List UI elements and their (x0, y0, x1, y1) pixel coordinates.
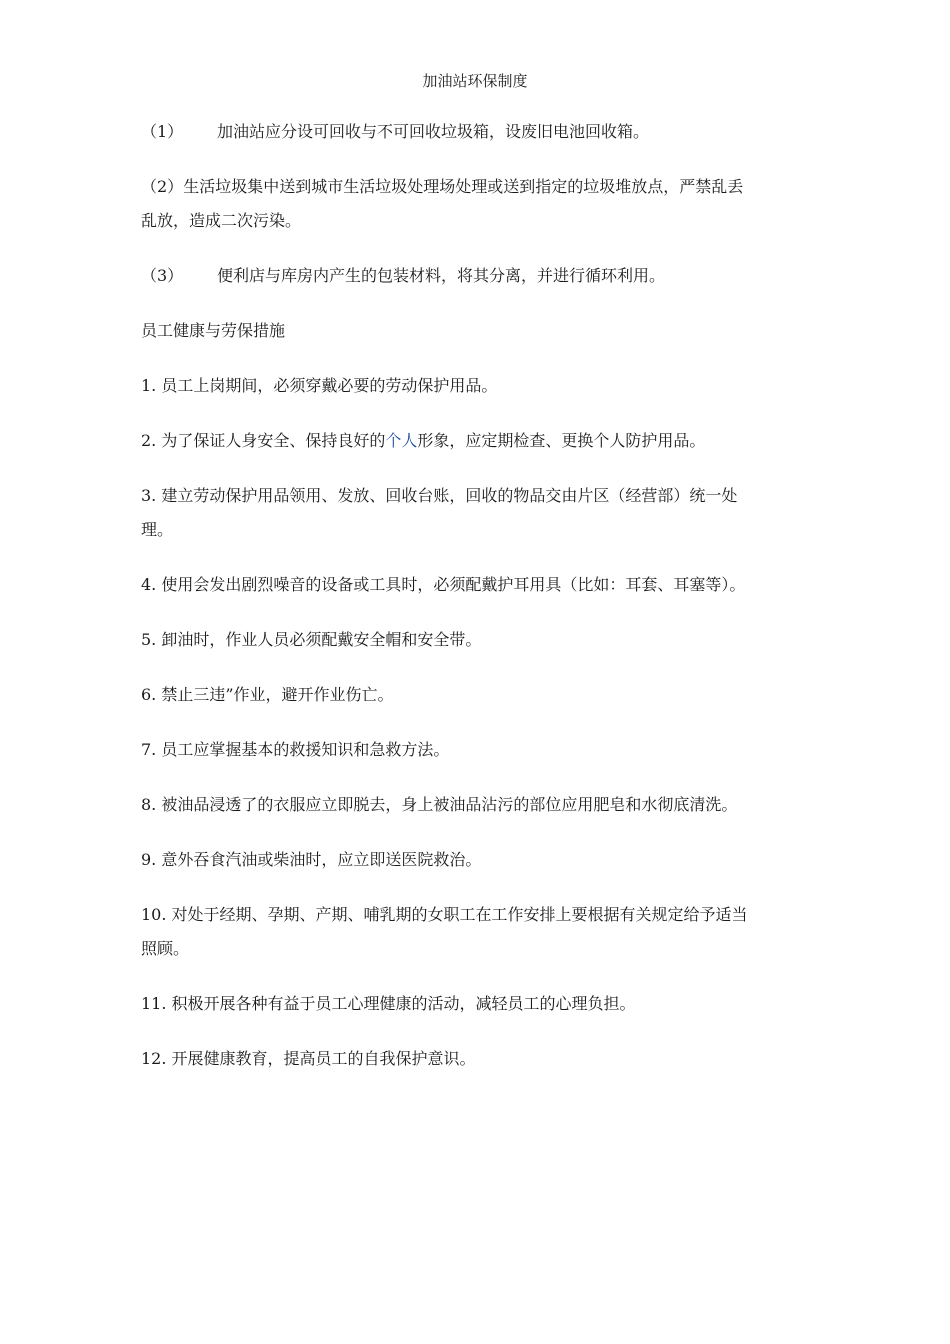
list-item-7 (141, 733, 751, 767)
list-item-4 (141, 568, 751, 602)
item-text-before: 为了保证人身安全、保持良好的 (161, 431, 386, 450)
item-text: 员工上岗期间，必须穿戴必要的劳动保护用品。 (161, 376, 498, 395)
item-number: 4. (141, 575, 157, 594)
paragraph-number: （1） (141, 122, 184, 141)
paragraph-2 (141, 170, 751, 238)
list-item-5 (141, 623, 751, 657)
paragraph-number: （3） (141, 266, 184, 285)
item-text: 开展健康教育，提高员工的自我保护意识。 (171, 1049, 476, 1068)
item-number: 1. (141, 376, 157, 395)
item-text: 被油品浸透了的衣服应立即脱去，身上被油品沾污的部位应用肥皂和水彻底清洗。 (161, 795, 738, 814)
item-text: 建立劳动保护用品领用、发放、回收台账，回收的物品交由片区（经营部）统一处理。 (141, 486, 738, 539)
item-text: 意外吞食汽油或柴油时，应立即送医院救治。 (161, 850, 482, 869)
item-text: 使用会发出剧烈噪音的设备或工具时，必须配戴护耳用具（比如：耳套、耳塞等）。 (161, 575, 746, 594)
item-number: 10. (141, 905, 167, 924)
list-item-12 (141, 1042, 751, 1076)
item-number: 9. (141, 850, 157, 869)
item-number: 12. (141, 1049, 167, 1068)
paragraph-3 (141, 259, 751, 293)
item-number: 2. (141, 431, 157, 450)
personal-link[interactable]: 个人 (385, 431, 418, 450)
list-item-6 (141, 678, 751, 712)
list-item-9 (141, 843, 751, 877)
item-text: 卸油时，作业人员必须配戴安全帽和安全带。 (161, 630, 482, 649)
section-heading: 员工健康与劳保措施 (141, 321, 286, 340)
list-item-1 (141, 369, 751, 403)
item-number: 3. (141, 486, 157, 505)
paragraph-text: 加油站应分设可回收与不可回收垃圾箱，设废旧电池回收箱。 (217, 122, 650, 141)
list-item-11 (141, 987, 751, 1021)
item-number: 7. (141, 740, 157, 759)
item-number: 8. (141, 795, 157, 814)
item-text: 对处于经期、孕期、产期、哺乳期的女职工在工作安排上要根据有关规定给予适当照顾。 (141, 905, 748, 958)
item-number: 5. (141, 630, 157, 649)
document-title: 加油站环保制度 (422, 72, 528, 90)
item-text: 积极开展各种有益于员工心理健康的活动，减轻员工的心理负担。 (171, 994, 636, 1013)
item-text-after: 形象，应定期检查、更换个人防护用品。 (417, 431, 706, 450)
paragraph-text: 便利店与库房内产生的包装材料，将其分离，并进行循环利用。 (217, 266, 666, 285)
paragraph-text: 生活垃圾集中送到城市生活垃圾处理场处理或送到指定的垃圾堆放点，严禁乱丢乱放，造成二次污染。 (141, 177, 744, 230)
list-item-3 (141, 479, 751, 547)
paragraph-1 (141, 115, 751, 149)
item-text: 员工应掌握基本的救援知识和急救方法。 (161, 740, 450, 759)
list-item-10 (141, 898, 751, 966)
document-body (141, 115, 751, 1097)
item-number: 6. (141, 685, 157, 704)
paragraph-number: （2） (141, 177, 184, 196)
item-text: 禁止三违”作业，避开作业伤亡。 (161, 685, 394, 704)
list-item-8 (141, 788, 751, 822)
list-item-2 (141, 424, 751, 458)
item-number: 11. (141, 994, 167, 1013)
